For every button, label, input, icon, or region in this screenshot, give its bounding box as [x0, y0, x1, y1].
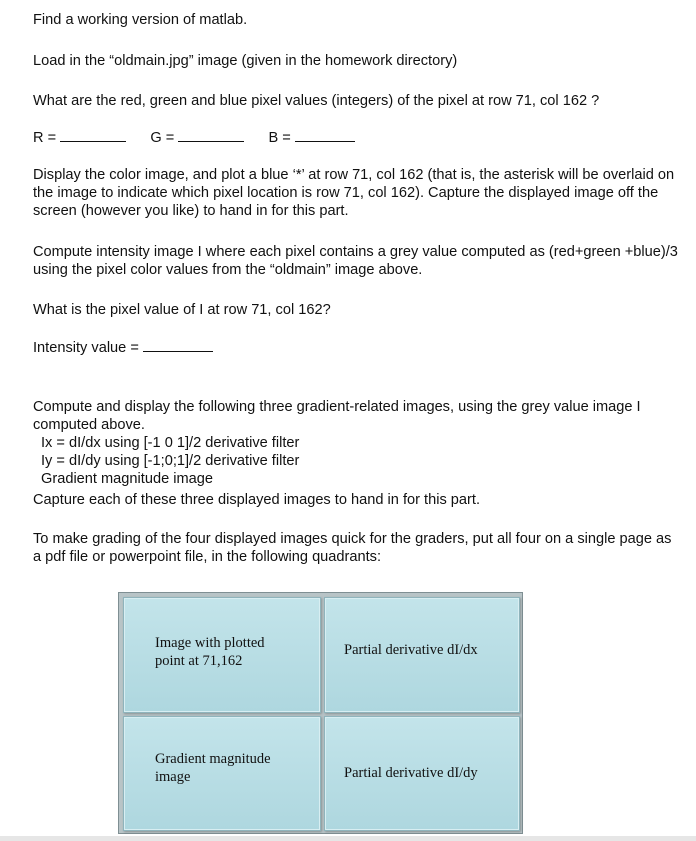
- page-bottom-edge: [0, 836, 696, 841]
- instruction-grading-layout: To make grading of the four displayed images quick for the graders, put all four on a single page as a pdf file or powerpoint file, in the following quadrants:: [33, 531, 672, 565]
- r-answer-blank[interactable]: [60, 129, 126, 142]
- g-answer-blank[interactable]: [178, 129, 244, 142]
- instruction-gradient-images: Compute and display the following three gradient-related images, using the grey value image I computed above.: [33, 399, 641, 433]
- question-intensity-pixel: What is the pixel value of I at row 71, col 162?: [33, 302, 331, 318]
- quadrant-bottom-left-line1: Gradient magnitude: [155, 751, 271, 767]
- g-label: G =: [150, 130, 175, 146]
- quadrant-diagram: [118, 592, 523, 834]
- quadrant-top-left-line1: Image with plotted: [155, 635, 265, 651]
- rgb-answer-row: [33, 129, 355, 147]
- quadrant-bottom-right-label: Partial derivative dI/dy: [344, 765, 478, 781]
- instruction-find-matlab: Find a working version of matlab.: [33, 12, 248, 28]
- b-label: B =: [268, 130, 291, 146]
- question-rgb-values: What are the red, green and blue pixel values (integers) of the pixel at row 71, col 162 ?: [33, 93, 600, 109]
- gradient-item-ix: Ix = dI/dx using [-1 0 1]/2 derivative filter: [41, 435, 300, 451]
- intensity-label: Intensity value =: [33, 340, 139, 356]
- quadrant-top-right-label: Partial derivative dI/dx: [344, 642, 478, 658]
- b-answer-blank[interactable]: [295, 129, 355, 142]
- quadrant-bottom-left: [123, 716, 321, 831]
- instruction-load-image: Load in the “oldmain.jpg” image (given in the homework directory): [33, 53, 458, 69]
- intensity-answer-row: [33, 339, 213, 357]
- gradient-item-magnitude: Gradient magnitude image: [41, 471, 213, 487]
- instruction-intensity-image: Compute intensity image I where each pixel contains a grey value computed as (red+green +blue)/3 using the pixel color values from the “oldmain” image above.: [33, 244, 678, 278]
- quadrant-bottom-right: [324, 716, 520, 831]
- quadrant-bottom-left-line2: image: [155, 769, 191, 785]
- quadrant-top-right: [324, 597, 520, 713]
- instruction-capture-gradients: Capture each of these three displayed images to hand in for this part.: [33, 492, 480, 508]
- quadrant-top-left-line2: point at 71,162: [155, 653, 243, 669]
- instruction-display-image: Display the color image, and plot a blue ‘*’ at row 71, col 162 (that is, the asterisk will be overlaid on the image to indicate which pixel location is row 71, col 162). Capture the displayed image off the screen (however you like) to hand in for this part.: [33, 167, 675, 219]
- quadrant-top-left: [123, 597, 321, 713]
- intensity-answer-blank[interactable]: [143, 339, 213, 352]
- gradient-item-iy: Iy = dI/dy using [-1;0;1]/2 derivative filter: [41, 453, 300, 469]
- r-label: R =: [33, 130, 57, 146]
